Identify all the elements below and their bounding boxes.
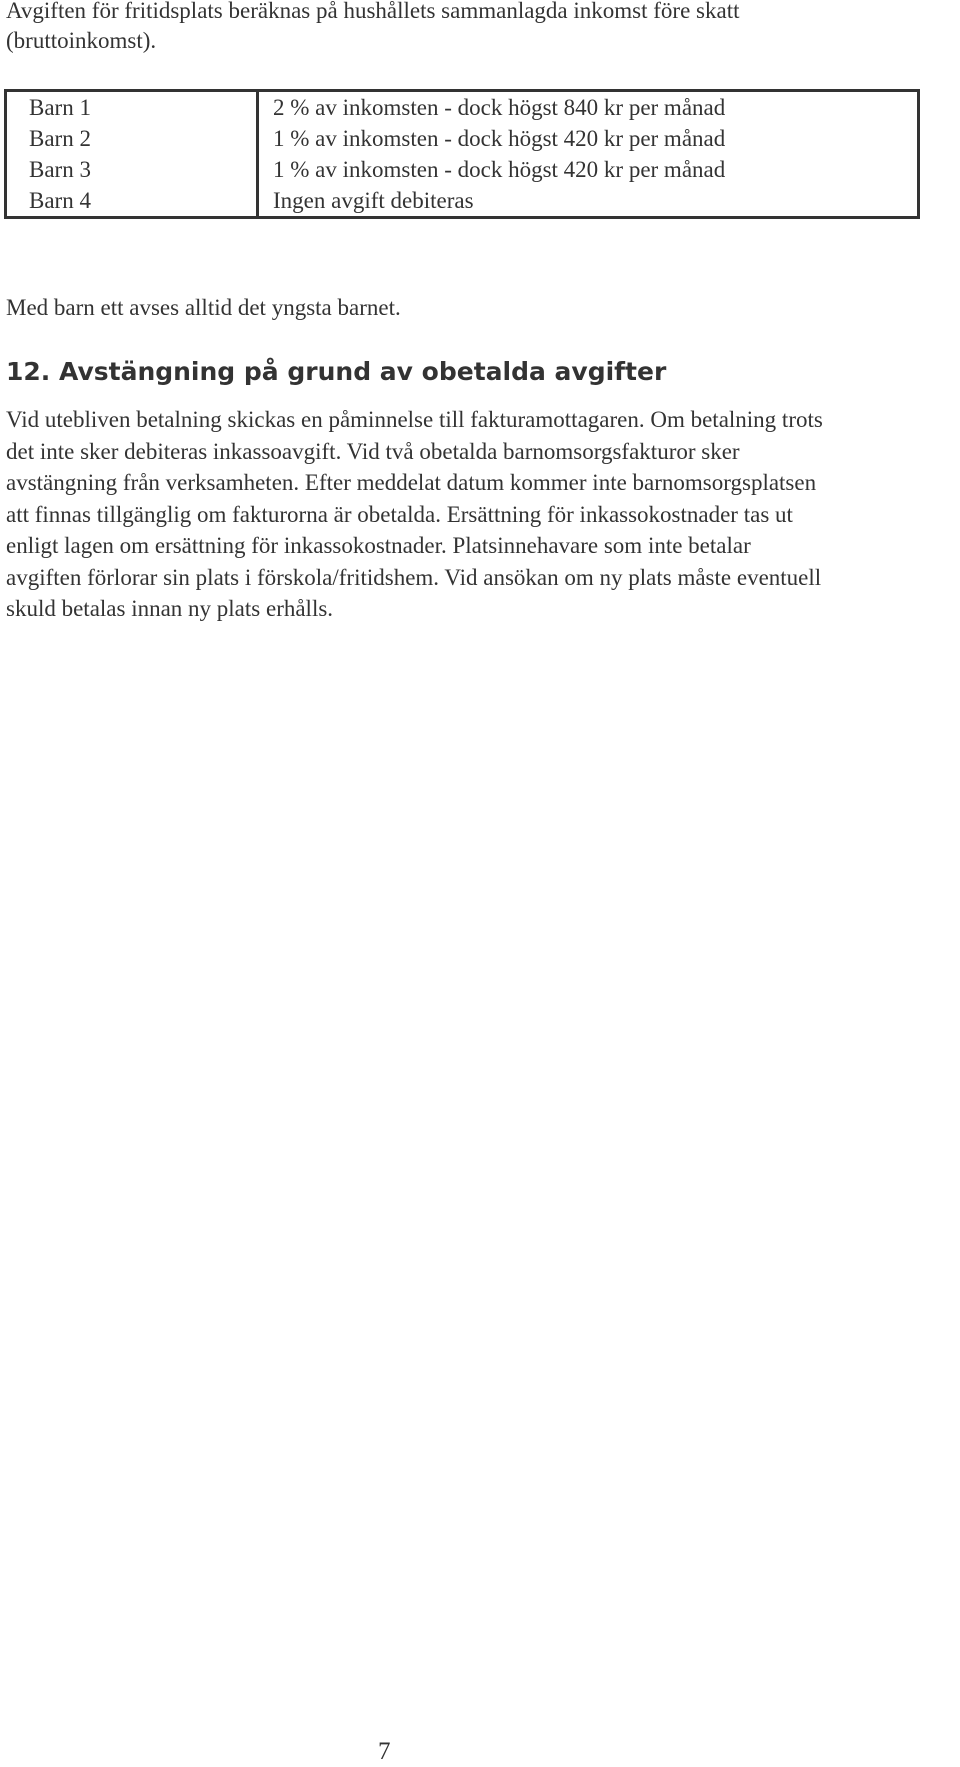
table-row: [6, 91, 919, 124]
section-heading: 12. Avstängning på grund av obetalda avgifter: [6, 357, 667, 386]
child-cell: Barn 2: [6, 123, 258, 154]
page-number: 7: [378, 1738, 391, 1765]
intro-line: (bruttoinkomst).: [6, 28, 157, 53]
fee-cell: Ingen avgift debiteras: [273, 188, 474, 213]
intro-line: Avgiften för fritidsplats beräknas på hushållets sammanlagda inkomst före skatt: [6, 0, 740, 23]
paragraph-line: avstängning från verksamheten. Efter meddelat datum kommer inte barnomsorgsplatsen: [6, 470, 817, 495]
paragraph-line: skuld betalas innan ny plats erhålls.: [6, 596, 334, 621]
table-row: [6, 154, 919, 185]
paragraph-line: det inte sker debiteras inkassoavgift. Vid två obetalda barnomsorgsfakturor sker: [6, 438, 740, 464]
fee-cell: 2 % av inkomsten - dock högst 840 kr per månad: [273, 95, 726, 120]
paragraph-line: enligt lagen om ersättning för inkassokostnader. Platsinnehavare som inte betalar: [6, 533, 751, 558]
table-row: [6, 123, 919, 154]
child-cell: Barn 4: [6, 185, 258, 218]
paragraph-line: avgiften förlorar sin plats i förskola/fritidshem. Vid ansökan om ny plats måste eventuell: [6, 564, 822, 590]
table-row: [6, 185, 919, 218]
paragraph-line: att finnas tillgänglig om fakturorna är obetalda. Ersättning för inkassokostnader tas ut: [6, 501, 793, 527]
fee-cell: 1 % av inkomsten - dock högst 420 kr per månad: [273, 157, 726, 182]
fee-table: [4, 89, 920, 219]
child-cell: Barn 3: [6, 154, 258, 185]
intro-paragraph: [6, 0, 906, 56]
youngest-child-note: Med barn ett avses alltid det yngsta barnet.: [6, 295, 401, 320]
paragraph-line: Vid utebliven betalning skickas en påminnelse till fakturamottagaren. Om betalning trots: [6, 407, 823, 432]
child-cell: Barn 1: [6, 91, 258, 124]
fee-cell: 1 % av inkomsten - dock högst 420 kr per månad: [273, 126, 726, 151]
section-paragraph: [6, 404, 960, 625]
